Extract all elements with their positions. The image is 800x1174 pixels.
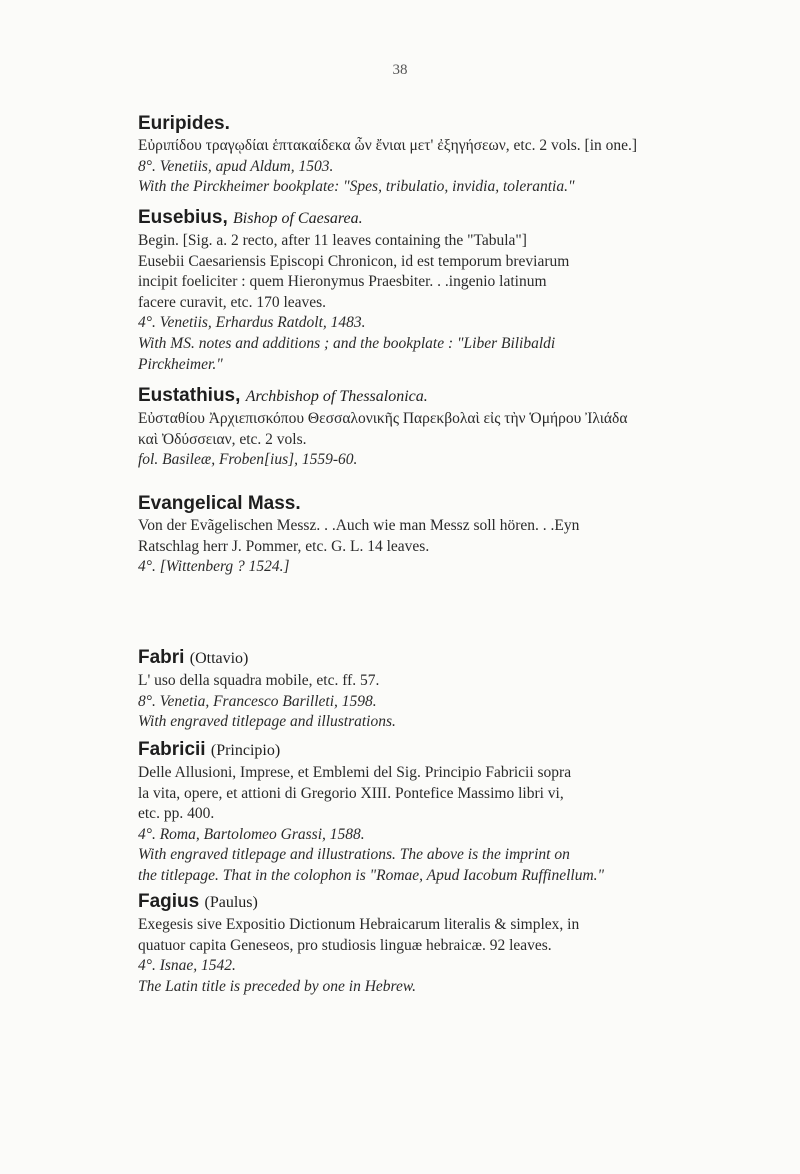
entry-subheading: Bishop of Caesarea.: [233, 210, 363, 227]
entry-imprint: fol. Basileæ, Froben[ius], 1559-60.: [138, 451, 358, 469]
entry-note: The Latin title is preceded by one in Hebrew.: [138, 977, 416, 995]
entry-imprint: 4°. Roma, Bartolomeo Grassi, 1588.: [138, 825, 365, 843]
page-number: 38: [392, 62, 408, 78]
entry-note: With MS. notes and additions ; and the bookplate : "Liber Bilibaldi: [138, 334, 556, 352]
entry-heading: Eusebius, Bishop of Caesarea.: [138, 207, 363, 228]
entry-heading: Fabricii (Principio): [138, 739, 281, 760]
entry-title: etc. pp. 400.: [138, 805, 215, 823]
entry-fabri: [138, 646, 778, 733]
entry-heading: Fabri (Ottavio): [138, 647, 249, 668]
entry-title: Ratschlag herr J. Pommer, etc. G. L. 14 leaves.: [138, 537, 430, 555]
entry-title: la vita, opere, et attioni di Gregorio XIII. Pontefice Massimo libri vi,: [138, 784, 564, 802]
entry-eusebius: [138, 206, 778, 375]
entry-title: Eusebii Caesariensis Episcopi Chronicon, id est temporum breviarum: [138, 252, 570, 270]
entry-note: With the Pirckheimer bookplate: "Spes, tribulatio, invidia, tolerantia.": [138, 178, 575, 196]
entry-subheading: (Ottavio): [189, 650, 249, 667]
entry-fabricii: [138, 738, 778, 887]
entry-note: Pirckheimer.": [138, 355, 223, 373]
entry-heading: Fagius (Paulus): [138, 891, 258, 912]
entry-euripides: [138, 112, 778, 198]
entry-title: Von der Evãgelischen Messz. . .Auch wie man Messz soll hören. . .Eyn: [138, 517, 580, 534]
entry-heading: Euripides.: [138, 113, 230, 134]
entry-note: With engraved titlepage and illustrations. The above is the imprint on: [138, 846, 570, 864]
entry-imprint: 4°. Venetiis, Erhardus Ratdolt, 1483.: [138, 314, 366, 332]
entry-title: facere curavit, etc. 170 leaves.: [138, 293, 327, 311]
entry-fagius: [138, 890, 778, 997]
entry-title: καὶ Ὀδύσσειαν, etc. 2 vols.: [138, 430, 307, 448]
entry-note: With engraved titlepage and illustrations.: [138, 713, 396, 731]
entry-title: quatuor capita Geneseos, pro studiosis linguæ hebraicæ. 92 leaves.: [138, 936, 552, 954]
entry-title: Delle Allusioni, Imprese, et Emblemi del Sig. Principio Fabricii sopra: [138, 764, 572, 781]
entry-heading: Evangelical Mass.: [138, 493, 301, 514]
entry-imprint: 4°. [Wittenberg ? 1524.]: [138, 558, 290, 576]
entry-subheading: (Paulus): [204, 894, 258, 911]
entry-heading: Eustathius, Archbishop of Thessalonica.: [138, 385, 428, 406]
entry-imprint: 4°. Isnae, 1542.: [138, 957, 236, 975]
entry-subheading: (Principio): [210, 742, 281, 759]
entry-subheading: Archbishop of Thessalonica.: [245, 388, 428, 405]
entry-title: L' uso della squadra mobile, etc. ff. 57.: [138, 672, 380, 689]
entry-eustathius: [138, 384, 778, 471]
entry-imprint: 8°. Venetiis, apud Aldum, 1503.: [138, 157, 334, 175]
entry-evangelical-mass: [138, 492, 778, 578]
entry-note: the titlepage. That in the colophon is "Romae, Apud Iacobum Ruffinellum.": [138, 866, 605, 884]
entry-title: Begin. [Sig. a. 2 recto, after 11 leaves containing the "Tabula"]: [138, 232, 527, 249]
entry-imprint: 8°. Venetia, Francesco Barilleti, 1598.: [138, 692, 377, 710]
entry-title: Εὐσταθίου Ἀρχιεπισκόπου Θεσσαλονικῆς Παρεκβολαὶ εἰς τὴν Ὁμήρου Ἰλιάδα: [138, 410, 628, 427]
entry-title: Εὐριπίδου τραγῳδίαι ἑπτακαίδεκα ὧν ἔνιαι μετ' ἐξηγήσεων, etc. 2 vols. [in one.]: [138, 137, 638, 154]
entry-title: incipit foeliciter : quem Hieronymus Praesbiter. . .ingenio latinum: [138, 273, 547, 291]
entry-title: Exegesis sive Expositio Dictionum Hebraicarum literalis & simplex, in: [138, 916, 580, 933]
